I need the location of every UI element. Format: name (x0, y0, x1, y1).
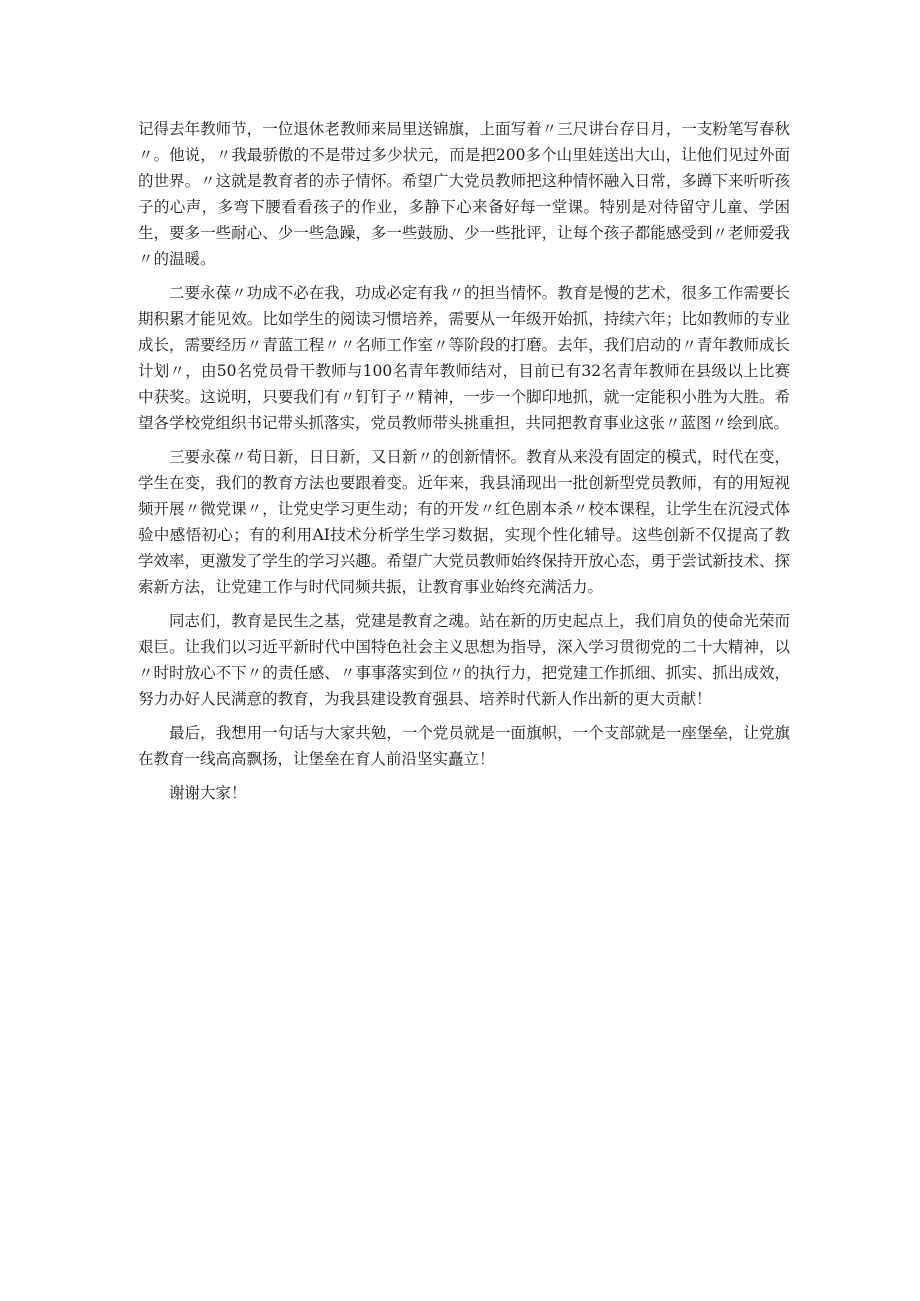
paragraph-5: 最后，我想用一句话与大家共勉，一个党员就是一面旗帜，一个支部就是一座堡垒，让党旗在教育一线高高飘扬，让堡垒在育人前沿坚实矗立！ (138, 724, 790, 768)
paragraph-4: 同志们，教育是民生之基，党建是教育之魂。站在新的历史起点上，我们肩负的使命光荣而艰巨。让我们以习近平新时代中国特色社会主义思想为指导，深入学习贯彻党的二十大精神，以〃时时放心不下〃的责任感、〃事事落实到位〃的执行力，把党建工作抓细、抓实、抓出成效，努力办好人民满意的教育，为我县建设教育强县、培养时代新人作出新的更大贡献！ (138, 612, 790, 708)
paragraph-2: 二要永葆〃功成不必在我，功成必定有我〃的担当情怀。教育是慢的艺术，很多工作需要长期积累才能见效。比如学生的阅读习惯培养，需要从一年级开始抓，持续六年；比如教师的专业成长，需要经历〃青蓝工程〃〃名师工作室〃等阶段的打磨。去年，我们启动的〃青年教师成长计划〃，由50名党员骨干教师与100名青年教师结对，目前已有32名青年教师在县级以上比赛中获奖。这说明，只要我们有〃钉钉子〃精神，一步一个脚印地抓，就一定能积小胜为大胜。希望各学校党组织书记带头抓落实，党员教师带头挑重担，共同把教育事业这张〃蓝图〃绘到底。 (138, 284, 790, 432)
paragraph-3: 三要永葆〃苟日新，日日新，又日新〃的创新情怀。教育从来没有固定的模式，时代在变，学生在变，我们的教育方法也要跟着变。近年来，我县涌现出一批创新型党员教师，有的用短视频开展〃微党课〃，让党史学习更生动；有的开发〃红色剧本杀〃校本课程，让学生在沉浸式体验中感悟初心；有的利用AI技术分析学生学习数据，实现个性化辅导。这些创新不仅提高了教学效率，更激发了学生的学习兴趣。希望广大党员教师始终保持开放心态，勇于尝试新技术、探索新方法，让党建工作与时代同频共振，让教育事业始终充满活力。 (138, 448, 790, 596)
paragraph-1: 记得去年教师节，一位退休老教师来局里送锦旗，上面写着〃三尺讲台存日月，一支粉笔写春秋〃。他说，〃我最骄傲的不是带过多少状元，而是把200多个山里娃送出大山，让他们见过外面的世界。〃这就是教育者的赤子情怀。希望广大党员教师把这种情怀融入日常，多蹲下来听听孩子的心声，多弯下腰看看孩子的作业，多静下心来备好每一堂课。特别是对待留守儿童、学困生，要多一些耐心、少一些急躁，多一些鼓励、少一些批评，让每个孩子都能感受到〃老师爱我〃的温暖。 (138, 120, 790, 268)
paragraph-6: 谢谢大家！ (169, 784, 247, 802)
document-body (138, 116, 790, 814)
